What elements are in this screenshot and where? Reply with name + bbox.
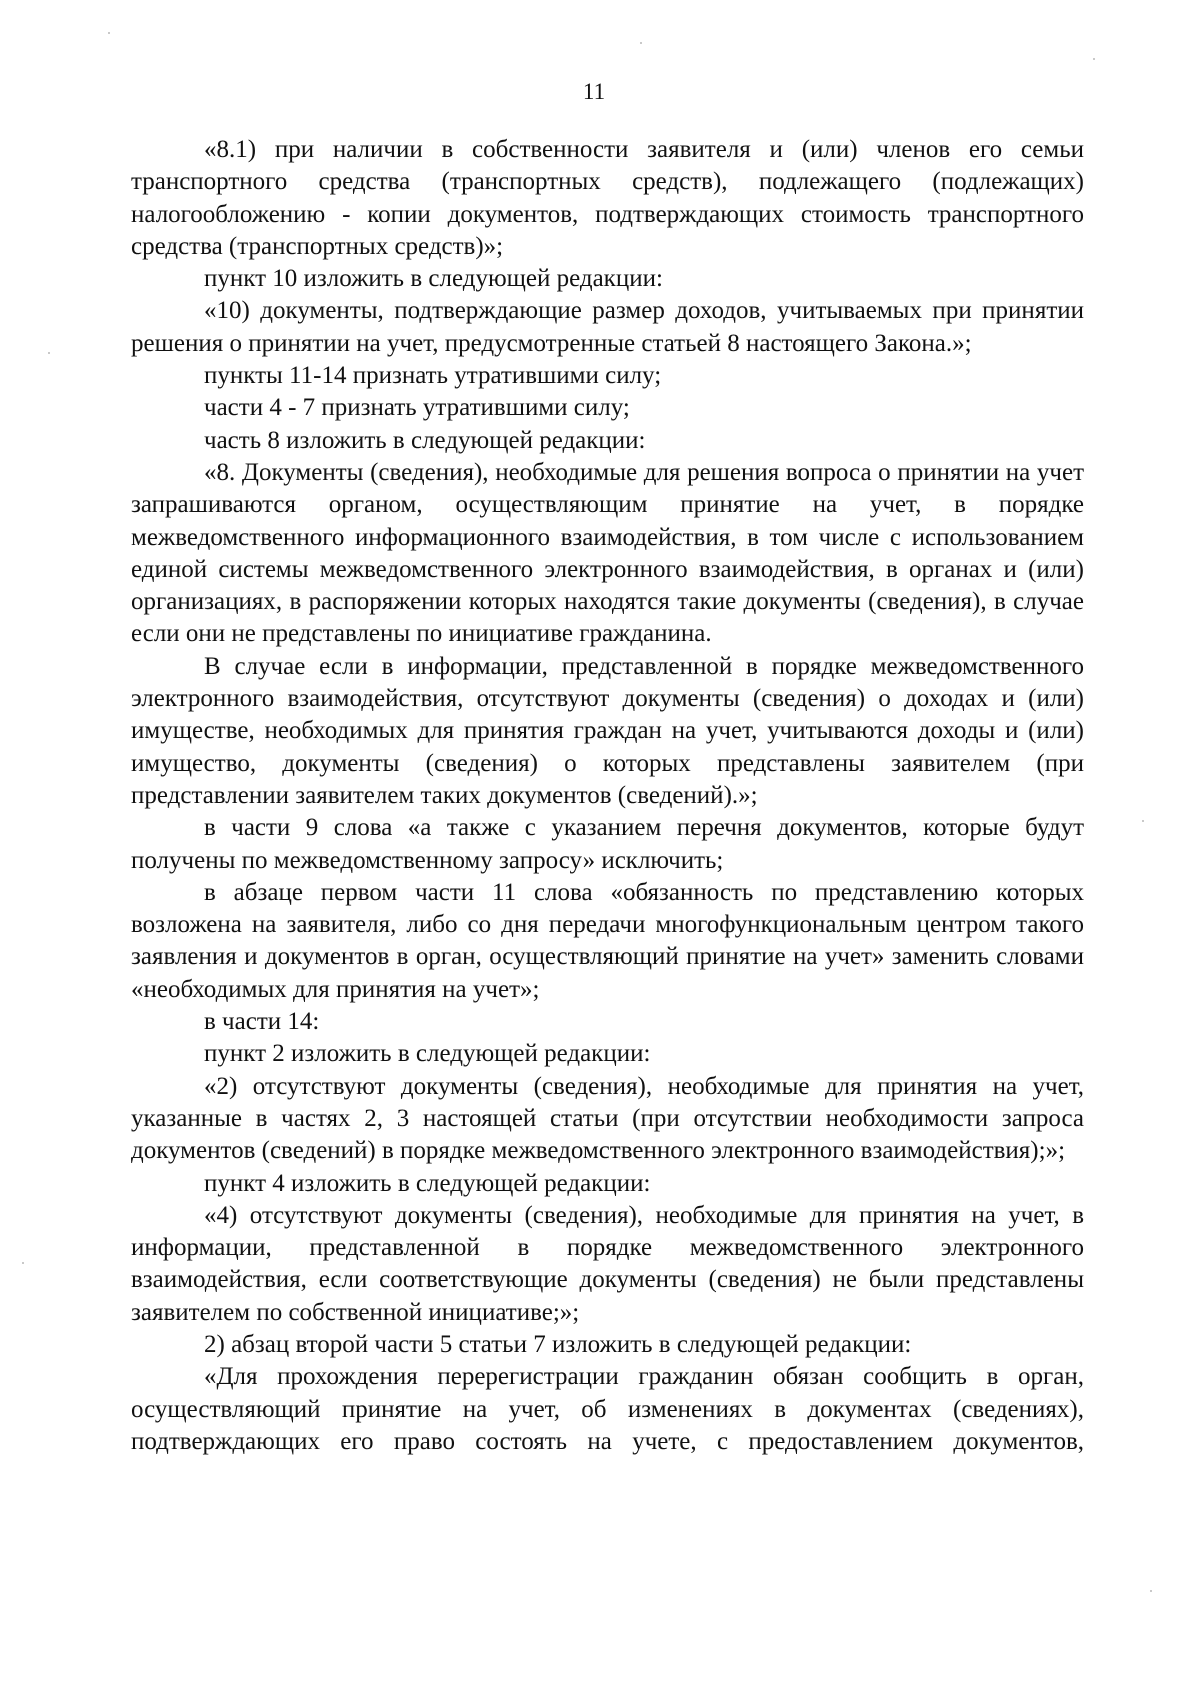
scan-speck	[22, 1262, 24, 1264]
paragraph: в абзаце первом части 11 слова «обязанность по представлению которых возложена на заявителя, либо со дня передачи многофункциональным центром такого заявления и документов в орган, осуществляющий принятие на учет» заменить словами «необходимых для принятия на учет»;	[131, 878, 1084, 1003]
paragraph: в части 9 слова «а также с указанием перечня документов, которые будут получены по межведомственному запросу» исключить;	[131, 814, 1084, 874]
paragraph: пункт 2 изложить в следующей редакции:	[204, 1040, 651, 1068]
paragraph: «10) документы, подтверждающие размер доходов, учитываемых при принятии решения о принятии на учет, предусмотренные статьей 8 настоящего Закона.»;	[131, 297, 1084, 357]
paragraph: в части 14:	[204, 1008, 320, 1036]
scan-speck	[48, 352, 50, 354]
paragraph: «4) отсутствуют документы (сведения), необходимые для принятия на учет, в информации, представленной в порядке межведомственного электронного взаимодействия, если соответствующие документы (сведения) не были представлены заявителем по собственной инициативе;»;	[131, 1201, 1084, 1326]
paragraph: пункт 10 изложить в следующей редакции:	[204, 265, 663, 293]
page-number: 11	[582, 79, 606, 104]
scan-speck	[1150, 1590, 1152, 1592]
paragraph: часть 8 изложить в следующей редакции:	[204, 426, 646, 454]
paragraph: «2) отсутствуют документы (сведения), необходимые для принятия на учет, указанные в частях 2, 3 настоящей статьи (при отсутствии необходимости запроса документов (сведений) в порядке межведомственного электронного взаимодействия);»;	[131, 1072, 1084, 1165]
scan-speck	[1142, 820, 1144, 822]
paragraph: части 4 - 7 признать утратившими силу;	[204, 394, 630, 422]
paragraph: «8.1) при наличии в собственности заявителя и (или) членов его семьи транспортного средства (транспортных средств), подлежащего (подлежащих) налогообложению - копии документов, подтверждающих стоимость транспортного средства (транспортных средств)»;	[131, 136, 1084, 260]
document-body	[131, 134, 1084, 1458]
paragraph: пункт 4 изложить в следующей редакции:	[204, 1169, 651, 1197]
paragraph: «Для прохождения перерегистрации гражданин обязан сообщить в орган, осуществляющий принятие на учет, об изменениях в документах (сведениях), подтверждающих его право состоять на учете, с предоставлением документов,	[131, 1363, 1084, 1455]
scan-speck	[640, 42, 642, 44]
paragraph: В случае если в информации, представленной в порядке межведомственного электронного взаимодействия, отсутствуют документы (сведения) о доходах и (или) имуществе, необходимых для принятия граждан на учет, учитываются доходы и (или) имущество, документы (сведения) о которых представлены заявителем (при представлении заявителем таких документов (сведений).»;	[131, 652, 1084, 809]
paragraph: пункты 11-14 признать утратившими силу;	[204, 362, 662, 390]
paragraph: 2) абзац второй части 5 статьи 7 изложить в следующей редакции:	[204, 1330, 912, 1358]
paragraph: «8. Документы (сведения), необходимые для решения вопроса о принятии на учет запрашиваются органом, осуществляющим принятие на учет, в порядке межведомственного информационного взаимодействия, в том числе с использованием единой системы межведомственного электронного взаимодействия, в органах и (или) организациях, в распоряжении которых находятся такие документы (сведения), в случае если они не представлены по инициативе гражданина.	[131, 458, 1084, 648]
scan-speck	[1093, 58, 1095, 60]
scan-speck	[108, 32, 110, 34]
